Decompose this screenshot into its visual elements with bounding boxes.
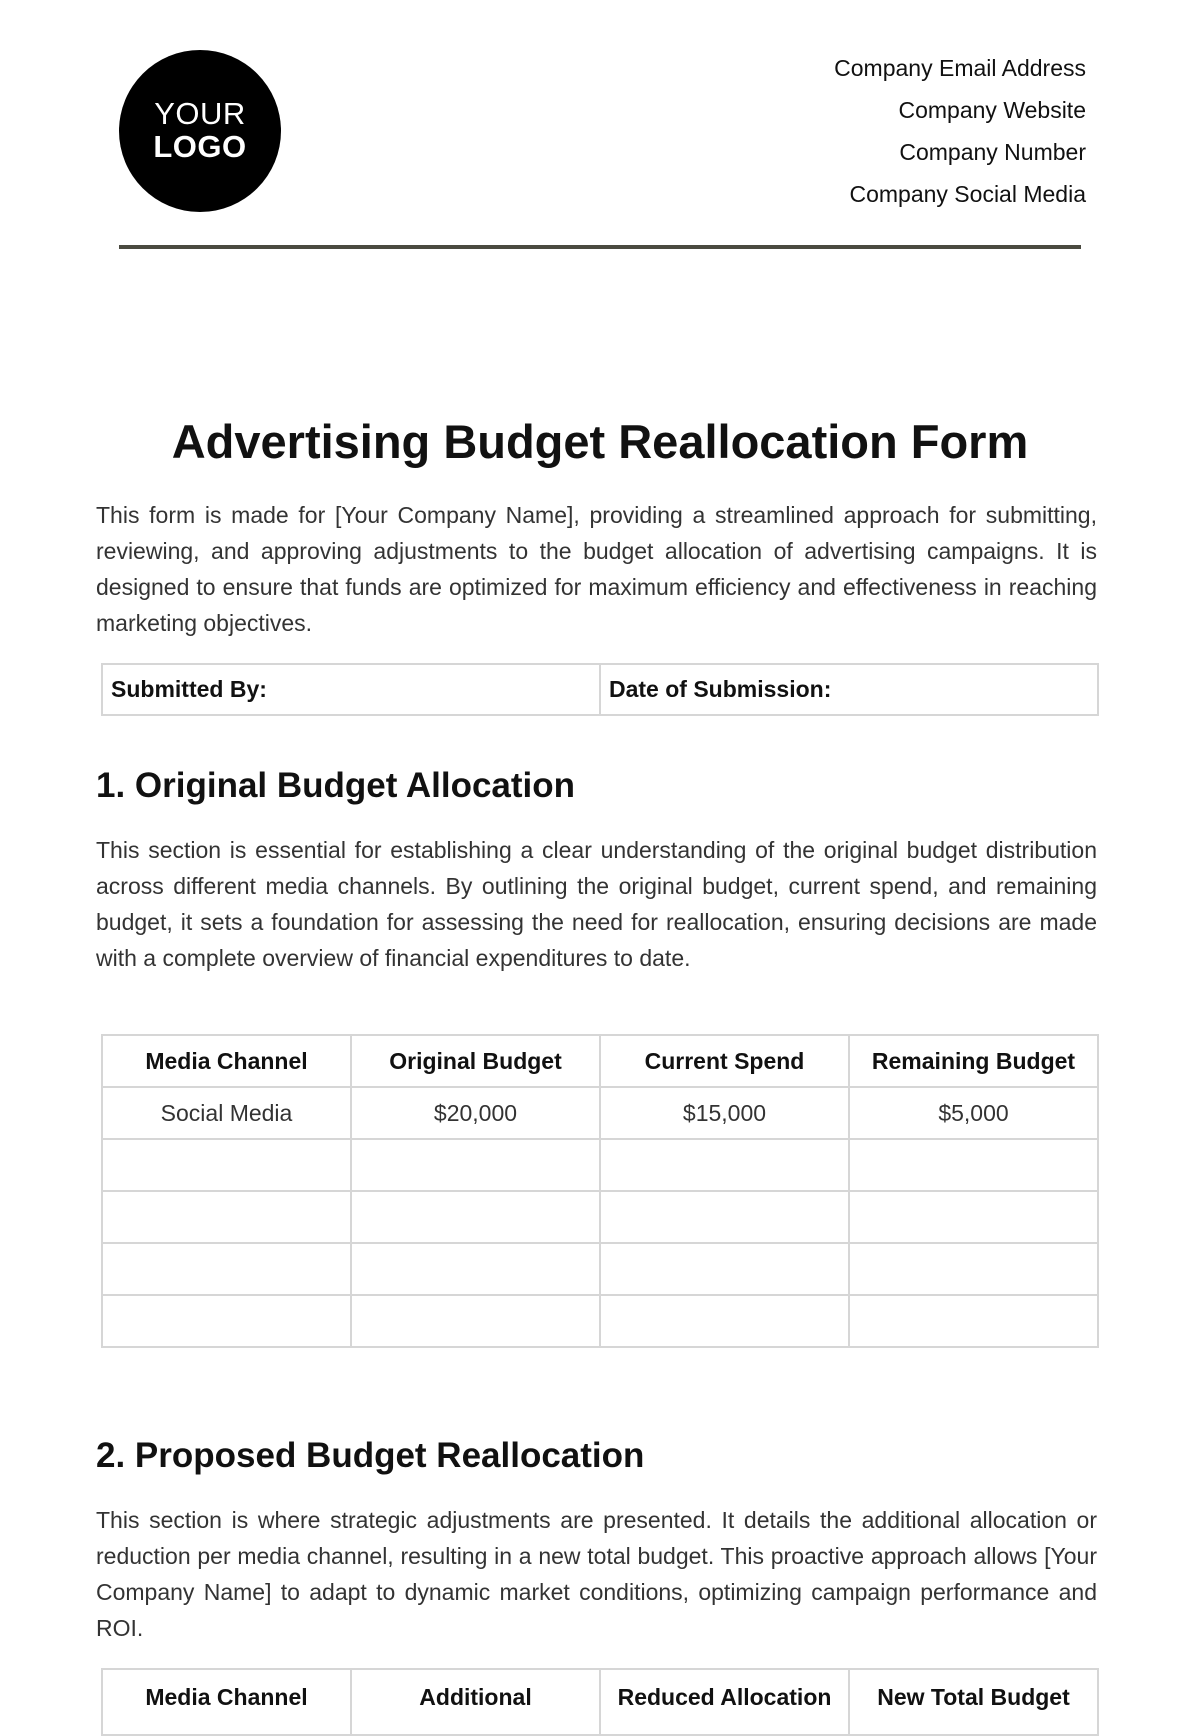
table-cell[interactable]: $15,000 — [600, 1087, 849, 1139]
table-cell[interactable] — [102, 1191, 351, 1243]
intro-paragraph: This form is made for [Your Company Name], providing a streamlined approach for submitting, reviewing, and approving adjustments to the budget allocation of advertising campaigns. It is designed to ensure that funds are optimized for maximum efficiency and effectiveness in reaching marketing objectives. — [96, 502, 1097, 636]
table-cell[interactable] — [849, 1243, 1098, 1295]
company-logo — [119, 50, 281, 212]
section-heading: 2. Proposed Budget Reallocation — [96, 1436, 645, 1475]
logo-text-line2: LOGO — [153, 129, 247, 164]
column-header: Media Channel — [102, 1035, 351, 1087]
section-paragraph: This section is where strategic adjustments are presented. It details the additional allocation or reduction per media channel, resulting in a new total budget. This proactive approach allows [Your Company Name] to adapt to dynamic market conditions, optimizing campaign performance and ROI. — [96, 1507, 1097, 1641]
column-header: Reduced Allocation — [600, 1669, 849, 1735]
proposed-reallocation-table — [101, 1668, 1099, 1736]
table-row — [102, 1139, 1098, 1191]
section-heading: 1. Original Budget Allocation — [96, 766, 576, 805]
column-header: New Total Budget — [849, 1669, 1098, 1735]
table-cell[interactable] — [102, 1139, 351, 1191]
table-cell[interactable] — [351, 1139, 600, 1191]
table-cell[interactable]: $20,000 — [351, 1087, 600, 1139]
logo-text-line1: YOUR — [154, 96, 246, 132]
table-cell[interactable] — [849, 1295, 1098, 1347]
table-cell[interactable]: Social Media — [102, 1087, 351, 1139]
submitted-by-field[interactable]: Submitted By: — [102, 664, 600, 715]
column-header: Original Budget — [351, 1035, 600, 1087]
table-row — [102, 1087, 1098, 1139]
original-budget-table — [101, 1034, 1099, 1348]
submission-info-table — [101, 663, 1099, 716]
date-of-submission-field[interactable]: Date of Submission: — [600, 664, 1098, 715]
company-contact-block — [834, 52, 1086, 220]
header-divider — [119, 245, 1081, 249]
table-header-row — [102, 1669, 1098, 1735]
table-row — [102, 1295, 1098, 1347]
table-cell[interactable] — [351, 1191, 600, 1243]
table-cell[interactable] — [849, 1191, 1098, 1243]
table-cell[interactable] — [351, 1295, 600, 1347]
company-website: Company Website — [898, 97, 1086, 123]
column-header: Media Channel — [102, 1669, 351, 1735]
column-header: Current Spend — [600, 1035, 849, 1087]
company-social-media: Company Social Media — [849, 181, 1086, 207]
column-header: Remaining Budget — [849, 1035, 1098, 1087]
table-cell[interactable] — [849, 1139, 1098, 1191]
document-title: Advertising Budget Reallocation Form — [171, 415, 1029, 468]
table-cell[interactable] — [351, 1243, 600, 1295]
section-paragraph: This section is essential for establishing a clear understanding of the original budget distribution across different media channels. By outlining the original budget, current spend, and remaining budget, it sets a foundation for assessing the need for reallocation, ensuring decisions are made with a complete overview of financial expenditures to date. — [96, 837, 1097, 971]
column-header: Additional — [351, 1669, 600, 1735]
table-cell[interactable] — [600, 1139, 849, 1191]
company-email: Company Email Address — [834, 55, 1086, 81]
table-header-row — [102, 1035, 1098, 1087]
table-cell[interactable] — [600, 1243, 849, 1295]
table-cell[interactable]: $5,000 — [849, 1087, 1098, 1139]
table-row — [102, 664, 1098, 715]
table-row — [102, 1243, 1098, 1295]
table-cell[interactable] — [600, 1191, 849, 1243]
table-row — [102, 1191, 1098, 1243]
table-cell[interactable] — [102, 1295, 351, 1347]
table-cell[interactable] — [102, 1243, 351, 1295]
company-number: Company Number — [899, 139, 1086, 165]
table-cell[interactable] — [600, 1295, 849, 1347]
